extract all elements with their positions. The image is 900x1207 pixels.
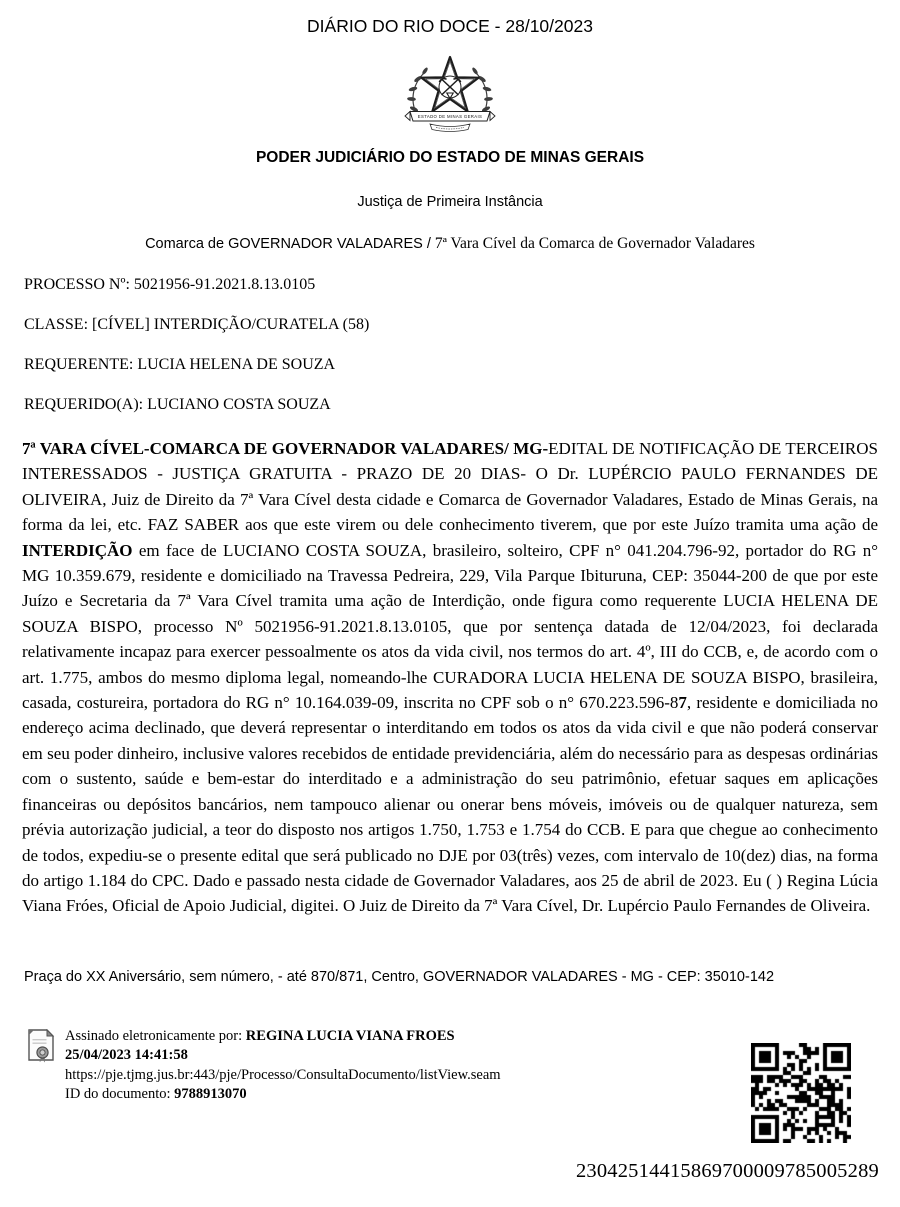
edital-text-2: em face de LUCIANO COSTA SOUZA, brasileiro, solteiro, CPF n° 041.204.796-92, portador do RG n° MG 10.359.679, residente e domiciliado na Travessa Pedreira, 229, Vila Parque Ibituruna, CEP: 35044-200 de que por este Juízo e Secretaria da 7ª Vara Cível tramita uma ação de Interdição, onde figura como requerente LUCIA HELENA DE SOUZA BISPO, processo Nº 5021956-91.2021.8.13.0105, que por sentença datada de 12/04/2023, foi declarada relativamente incapaz para exercer pessoalmente os atos da vida civil, nos termos do art. 4º, III do CCB, e, de acordo com o art. 1.775, ambos do mesmo diploma legal, nomeando-lhe CURADORA LUCIA HELENA DE SOUZA BISPO, brasileira, casada, costureira, portadora do RG n° 10.164.039-09, inscrita no CPF sob o n° 670.223.596-8 [22,540,878,713]
comarca-line [0,235,900,253]
classe-line: CLASSE: [CÍVEL] INTERDIÇÃO/CURATELA (58) [24,316,370,333]
edital-text-1: EDITAL DE NOTIFICAÇÃO DE TERCEIROS INTERESSADOS - JUSTIÇA GRATUITA - PRAZO DE 20 DIAS- O Dr. LUPÉRCIO PAULO FERNANDES DE OLIVEIRA, Juiz de Direito da 7ª Vara Cível desta cidade e Comarca de Governador Valadares, Estado de Minas Gerais, na forma da lei, etc. FAZ SABER aos que este virem ou dele conhecimento tiverem, que por este Juízo tramita uma ação de [22,439,878,535]
comarca-prefix: Comarca de GOVERNADOR VALADARES / [145,236,435,252]
comarca-suffix: 7ª Vara Cível da Comarca de Governador Valadares [434,235,755,252]
edital-digit-bold: 7 [678,693,687,713]
edital-text-3: , residente e domiciliada no endereço acima declinado, que deverá representar o interditando em todos os atos da vida civil e que não poderá conservar em seu poder dinheiro, inclusive valores recebidos de entidade previdenciária, além do necessário para as despesas ordinárias com o sustento, saúde e bem-estar do interditado e a administração do seu patrimônio, efetuar saques em aplicações financeiras ou depósitos bancários, nem tampouco alienar ou onerar bens móveis, imóveis ou de qualquer natureza, sem prévia autorização judicial, a teor do disposto nos artigos 1.750, 1.753 e 1.754 do CCB. E para que chegue ao conhecimento de todos, expediu-se o presente edital que será publicado no DJE por 03(três) vezes, com intervalo de 10(dez) dias, na forma do artigo 1.184 do CPC. Dado e passado nesta cidade de Governador Valadares, aos 25 de abril de 2023. Eu ( ) Regina Lúcia Viana Fróes, Oficial de Apoio Judicial, digitei. O Juiz de Direito da 7ª Vara Cível, Dr. Lupércio Paulo Fernandes de Oliveira. [22,693,878,916]
processo-line: PROCESSO Nº: 5021956-91.2021.8.13.0105 [24,276,316,293]
requerido-line: REQUERIDO(A): LUCIANO COSTA SOUZA [24,396,331,413]
edition-number: 23042514415869700009785005289 [575,1160,879,1182]
signed-by-line [65,1027,501,1047]
newspaper-title: DIÁRIO DO RIO DOCE - 28/10/2023 [307,16,593,36]
institution-title: PODER JUDICIÁRIO DO ESTADO DE MINAS GERAIS [255,149,645,166]
court-address: Praça do XX Aniversário, sem número, - até 870/871, Centro, GOVERNADOR VALADARES - MG - CEP: 35010-142 [24,968,775,985]
document-id-value: 9788913070 [174,1086,247,1103]
document-id-line [65,1085,501,1105]
qr-code [751,1043,851,1143]
signature-url: https://pje.tjmg.jus.br:443/pje/Processo/ConsultaDocumento/listView.seam [65,1066,501,1083]
edital-lead-bold: 7ª VARA CÍVEL-COMARCA DE GOVERNADOR VALADARES/ MG- [22,439,549,458]
case-info [24,276,878,414]
coat-of-arms [0,49,900,137]
requerente-line: REQUERENTE: LUCIA HELENA DE SOUZA [24,356,336,373]
edital-interdicao-bold: INTERDIÇÃO [22,540,133,560]
signed-by-label: Assinado eletronicamente por: [65,1027,246,1044]
minas-gerais-coat-of-arms-icon [397,49,503,137]
signed-by-name: REGINA LUCIA VIANA FROES [245,1027,455,1044]
signed-document-icon [26,1029,56,1063]
document-id-label: ID do documento: [65,1086,175,1103]
instance-subtitle: Justiça de Primeira Instância [357,194,543,210]
signature-timestamp: 25/04/2023 14:41:58 [65,1047,188,1064]
signature-text [65,1027,501,1105]
edital-body [22,436,878,919]
arms-ribbon-label: ESTADO DE MINAS GERAIS [417,114,483,119]
